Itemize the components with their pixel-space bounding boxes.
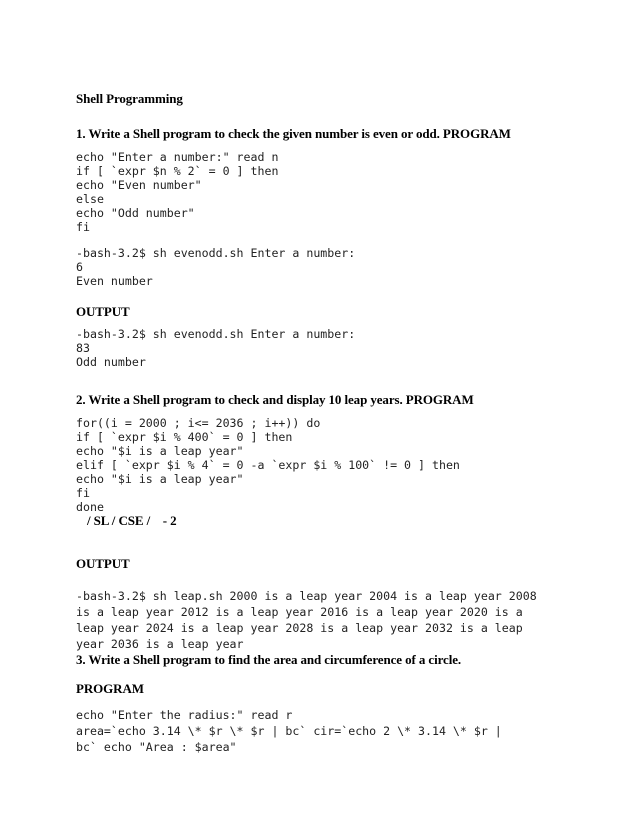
output-line: -bash-3.2$ sh evenodd.sh Enter a number:: [76, 327, 356, 341]
output-line: leap year 2024 is a leap year 2028 is a leap year 2032 is a leap: [76, 621, 523, 635]
q2-heading: 2. Write a Shell program to check and display 10 leap years. PROGRAM: [76, 392, 474, 407]
output-line: 6: [76, 260, 83, 274]
code-line: if [ `expr $n % 2` = 0 ] then: [76, 164, 279, 178]
page-footer: / SL / CSE / - 2: [87, 513, 177, 528]
code-line: echo "Even number": [76, 178, 202, 192]
code-line: echo "Enter the radius:" read r: [76, 708, 293, 722]
code-line: echo "$i is a leap year": [76, 472, 244, 486]
code-line: fi: [76, 486, 90, 500]
code-line: fi: [76, 220, 90, 234]
code-line: done: [76, 500, 104, 514]
code-line: for((i = 2000 ; i<= 2036 ; i++)) do: [76, 416, 321, 430]
output-line: -bash-3.2$ sh evenodd.sh Enter a number:: [76, 246, 356, 260]
code-line: area=`echo 3.14 \* $r \* $r | bc` cir=`echo 2 \* 3.14 \* $r |: [76, 724, 502, 738]
code-line: echo "Odd number": [76, 206, 195, 220]
code-line: bc` echo "Area : $area": [76, 740, 237, 754]
q1-heading: 1. Write a Shell program to check the given number is even or odd. PROGRAM: [76, 126, 511, 141]
q1-output-label: OUTPUT: [76, 304, 130, 319]
code-line: echo "Enter a number:" read n: [76, 150, 279, 164]
code-line: else: [76, 192, 104, 206]
code-line: elif [ `expr $i % 4` = 0 -a `expr $i % 100` != 0 ] then: [76, 458, 460, 472]
q2-output-label: OUTPUT: [76, 556, 130, 571]
q3-program-label: PROGRAM: [76, 681, 144, 696]
output-line: 83: [76, 341, 90, 355]
output-line: Odd number: [76, 355, 146, 369]
code-line: echo "$i is a leap year": [76, 444, 244, 458]
document-title: Shell Programming: [76, 91, 183, 106]
q3-heading: 3. Write a Shell program to find the area and circumference of a circle.: [76, 652, 462, 667]
output-line: Even number: [76, 274, 153, 288]
code-line: if [ `expr $i % 400` = 0 ] then: [76, 430, 293, 444]
output-line: -bash-3.2$ sh leap.sh 2000 is a leap year 2004 is a leap year 2008: [76, 589, 537, 603]
output-line: is a leap year 2012 is a leap year 2016 is a leap year 2020 is a: [76, 605, 523, 619]
output-line: year 2036 is a leap year: [76, 637, 244, 651]
